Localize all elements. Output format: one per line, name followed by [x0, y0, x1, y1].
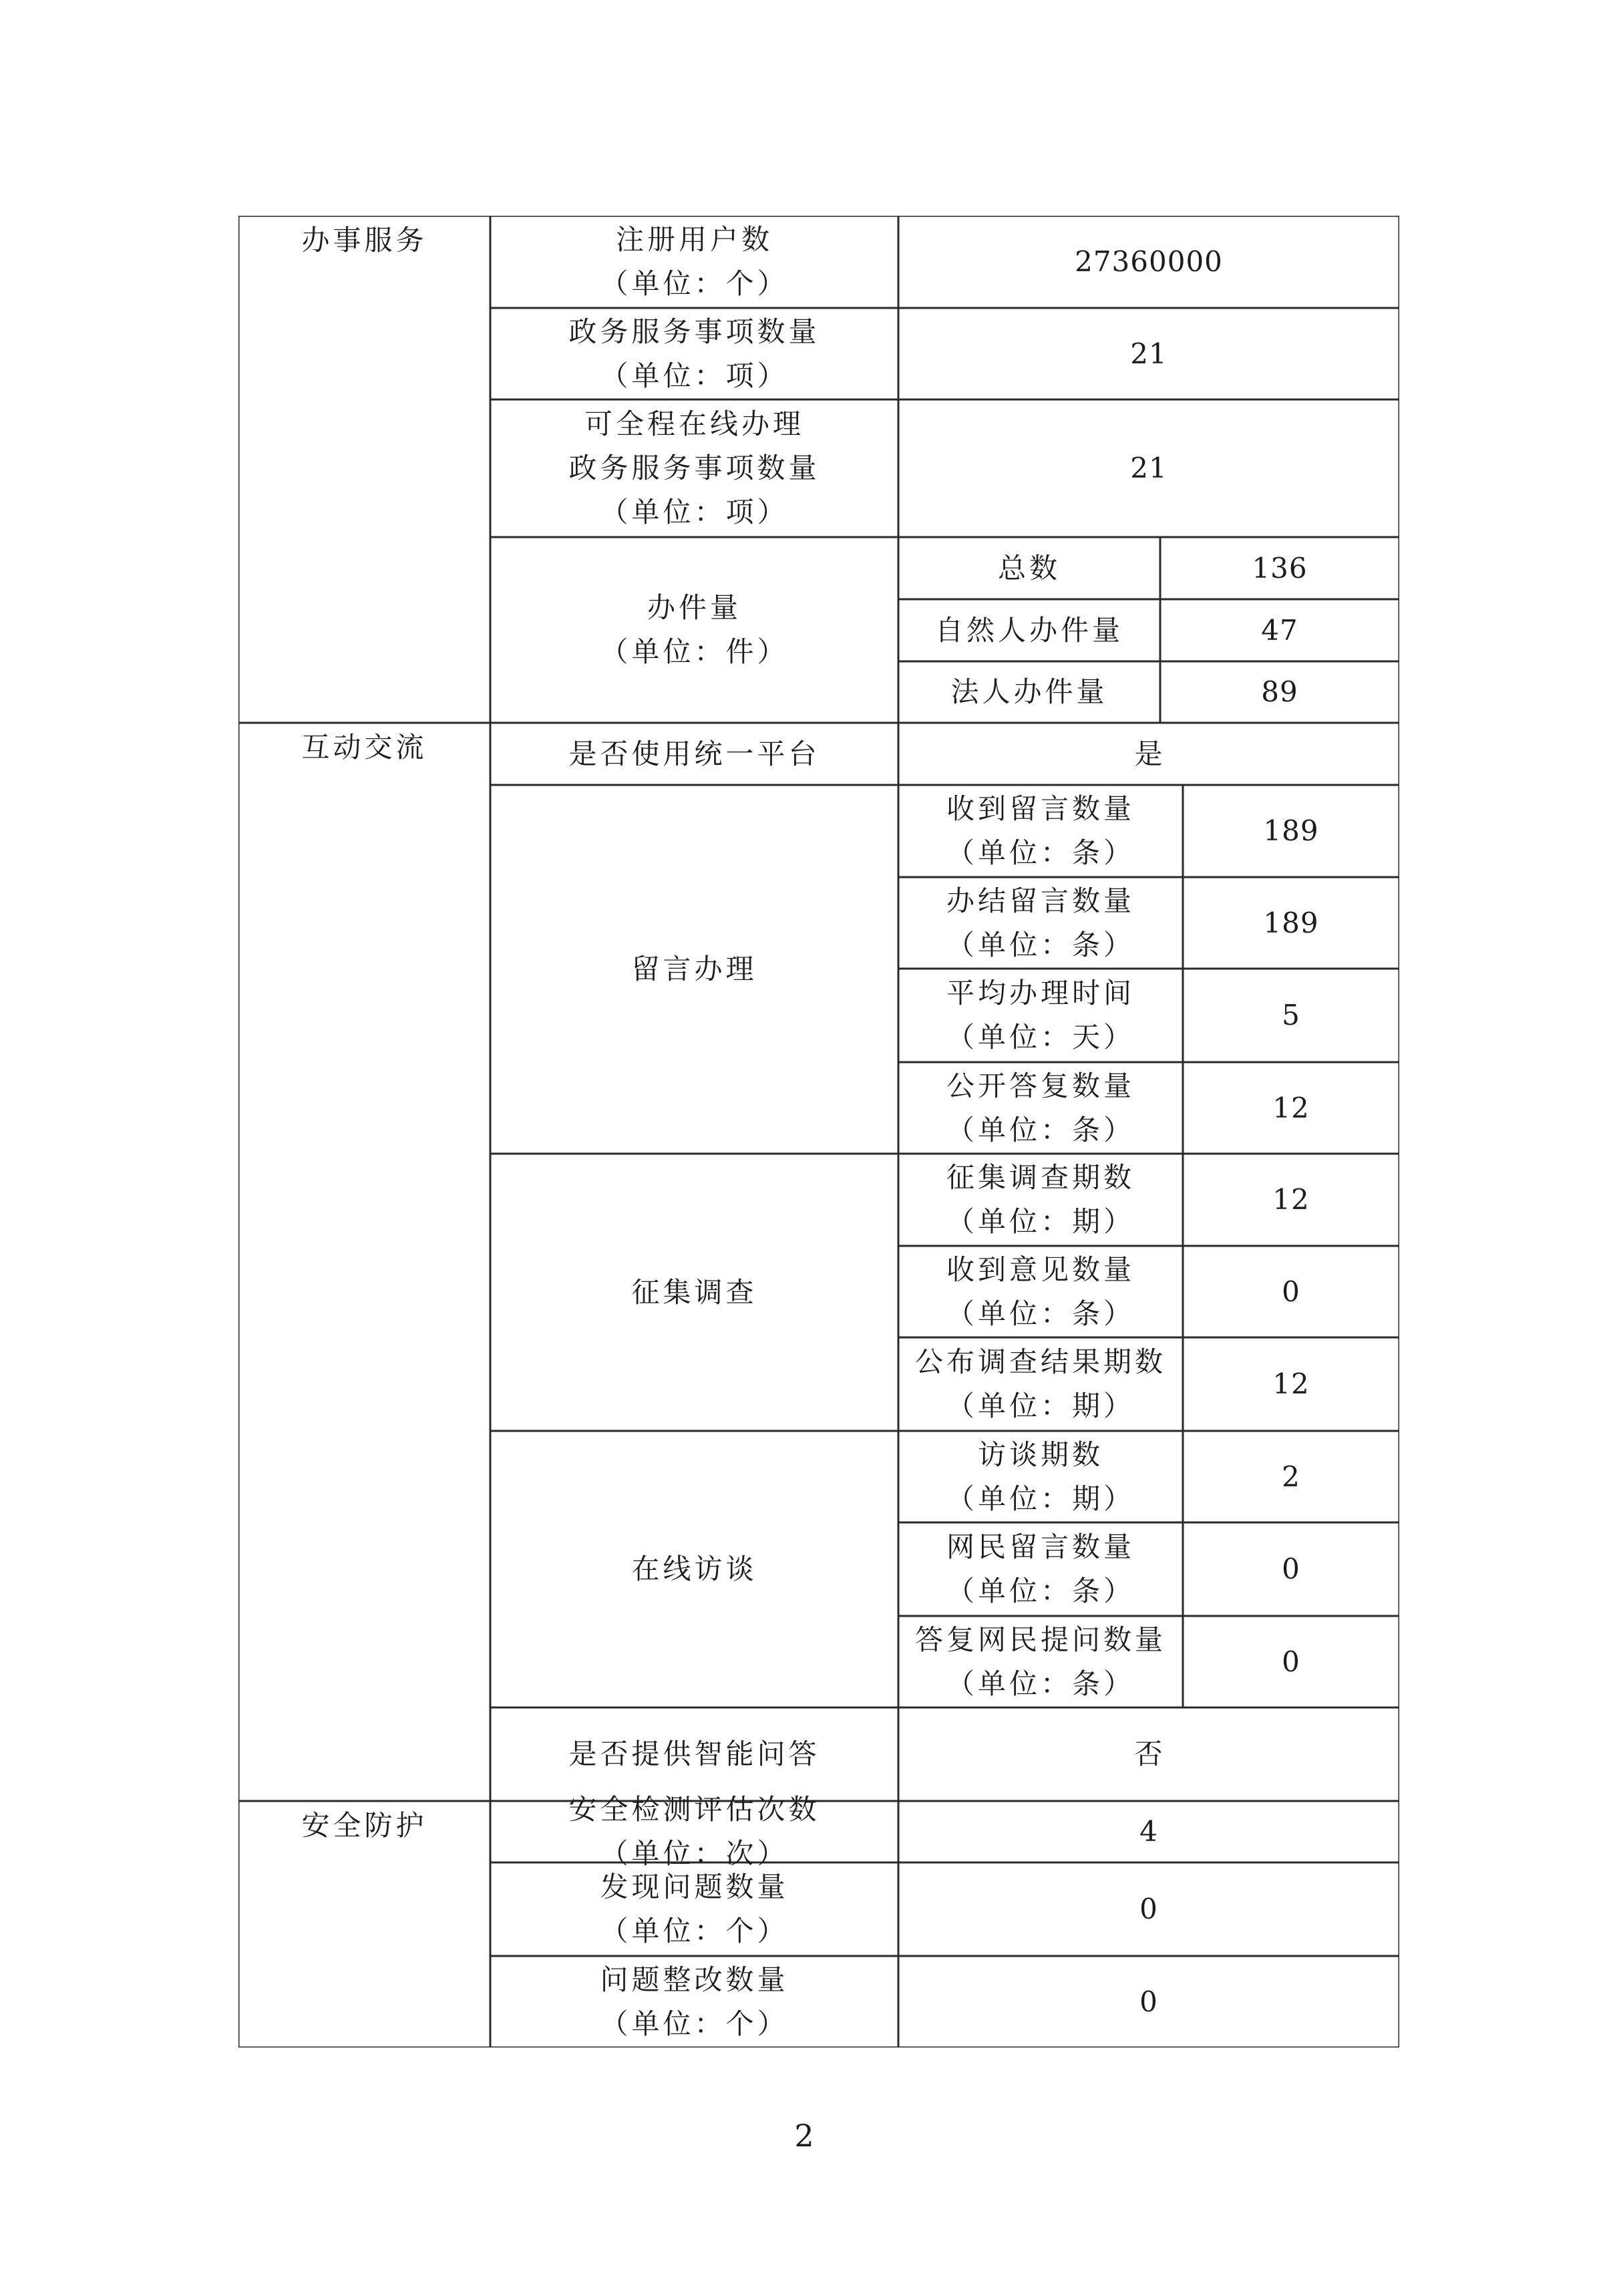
sub-item-label-line: 征集调查期数 [946, 1161, 1135, 1194]
sub-item-value-text: 0 [1282, 1275, 1300, 1308]
item-value-text: 否 [1134, 1738, 1164, 1770]
sub-item-label-line: （单位：条） [946, 928, 1135, 961]
sub-item-value [1160, 599, 1399, 661]
sub-item-label-line: （单位：条） [946, 1575, 1135, 1607]
sub-item-value [1160, 537, 1399, 599]
sub-item-value-text: 189 [1263, 906, 1319, 939]
item-label [490, 1793, 898, 1870]
sub-item-label [898, 1062, 1183, 1154]
sub-item-label [898, 661, 1160, 723]
sub-item-label [898, 1154, 1183, 1246]
item-label [490, 1707, 898, 1801]
item-label-line: 政务服务事项数量 [568, 315, 820, 348]
item-value [898, 1956, 1399, 2047]
sub-item-label [898, 969, 1183, 1062]
sub-item-value [1183, 1616, 1399, 1707]
item-label [490, 1956, 898, 2047]
sub-item-label-line: 总数 [997, 551, 1061, 585]
item-label-line: （单位：项） [600, 359, 789, 392]
item-label-line: （单位：个） [600, 267, 789, 300]
item-value-text: 4 [1139, 1815, 1158, 1848]
item-label-line: 是否提供智能问答 [568, 1738, 820, 1770]
sub-item-value-text: 2 [1282, 1460, 1300, 1493]
item-label [490, 1154, 898, 1431]
item-label [490, 785, 898, 1154]
sub-item-value-text: 12 [1272, 1091, 1310, 1124]
sub-item-value-text: 136 [1252, 551, 1308, 585]
page-number: 2 [794, 2118, 814, 2154]
sub-item-label [898, 877, 1183, 969]
item-value [898, 723, 1399, 785]
item-label-line: 安全检测评估次数 [568, 1793, 820, 1826]
sub-item-label [898, 1246, 1183, 1337]
sub-item-label-line: 办结留言数量 [946, 884, 1135, 917]
category-label-text: 互动交流 [301, 731, 427, 764]
sub-item-label-line: （单位：条） [946, 1667, 1135, 1700]
sub-item-label [898, 599, 1160, 661]
sub-item-value-text: 12 [1272, 1183, 1310, 1216]
sub-item-value-text: 0 [1282, 1645, 1300, 1678]
item-label-line: 是否使用统一平台 [568, 737, 820, 770]
sub-item-label-line: 平均办理时间 [946, 977, 1135, 1009]
sub-item-value [1183, 1154, 1399, 1246]
item-value-text: 0 [1139, 1893, 1158, 1925]
statistics-table [238, 216, 1399, 2047]
item-value-text: 0 [1139, 1985, 1158, 2018]
sub-item-label-line: 自然人办件量 [934, 613, 1123, 647]
item-value [898, 216, 1399, 308]
item-value [898, 399, 1399, 537]
item-value [898, 1862, 1399, 1956]
item-label [490, 1431, 898, 1707]
sub-item-label-line: 网民留言数量 [946, 1530, 1135, 1563]
item-label-line: 留言办理 [631, 953, 757, 985]
sub-item-value [1183, 1062, 1399, 1154]
category-label-text: 安全防护 [301, 1809, 427, 1842]
item-label-line: （单位：个） [600, 2007, 789, 2040]
item-value [898, 1801, 1399, 1862]
sub-item-label-line: （单位：期） [946, 1482, 1135, 1515]
item-label [490, 399, 898, 537]
sub-item-value-text: 0 [1282, 1552, 1300, 1585]
item-value-text: 21 [1130, 452, 1168, 484]
item-label-line: （单位：个） [600, 1915, 789, 1947]
item-value [898, 1707, 1399, 1801]
sub-item-value [1160, 661, 1399, 723]
sub-item-label [898, 785, 1183, 877]
sub-item-value-text: 189 [1263, 814, 1319, 847]
sub-item-value [1183, 1246, 1399, 1337]
sub-item-label [898, 1616, 1183, 1707]
item-label [490, 308, 898, 399]
sub-item-label-line: （单位：条） [946, 1113, 1135, 1146]
sub-item-value [1183, 1522, 1399, 1616]
item-label-line: 征集调查 [631, 1275, 757, 1309]
item-label-line: 问题整改数量 [600, 1963, 789, 1996]
sub-item-label [898, 1522, 1183, 1616]
sub-item-value [1183, 969, 1399, 1062]
item-label-line: （单位：件） [600, 635, 789, 668]
sub-item-value-text: 5 [1282, 999, 1300, 1031]
item-label-line: 注册用户数 [615, 223, 773, 256]
item-label-line: （单位：次） [600, 1837, 789, 1870]
category-label-text: 办事服务 [301, 224, 427, 257]
sub-item-label-line: 公布调查结果期数 [914, 1345, 1166, 1378]
item-label [490, 537, 898, 723]
sub-item-label-line: （单位：条） [946, 1297, 1135, 1330]
sub-item-label-line: 法人办件量 [950, 675, 1108, 708]
sub-item-value [1183, 877, 1399, 969]
sub-item-label-line: 收到意见数量 [946, 1253, 1135, 1286]
sub-item-label-line: （单位：天） [946, 1021, 1135, 1053]
sub-item-label [898, 1431, 1183, 1522]
sub-item-value-text: 12 [1272, 1367, 1310, 1400]
item-value [898, 308, 1399, 399]
sub-item-value [1183, 1431, 1399, 1522]
category-label [238, 216, 490, 723]
sub-item-label-line: 收到留言数量 [946, 792, 1135, 825]
category-label [238, 723, 490, 1801]
sub-item-label-line: 访谈期数 [977, 1438, 1103, 1471]
sub-item-value [1183, 1337, 1399, 1431]
sub-item-label-line: （单位：条） [946, 836, 1135, 869]
category-label [238, 1801, 490, 2047]
sub-item-value-text: 89 [1261, 675, 1298, 708]
item-label-line: 可全程在线办理 [584, 407, 804, 440]
item-label [490, 216, 898, 308]
sub-item-value-text: 47 [1261, 613, 1298, 647]
item-label [490, 1862, 898, 1956]
item-label-line: 在线访谈 [631, 1552, 757, 1585]
item-label [490, 723, 898, 785]
sub-item-value [1183, 785, 1399, 877]
item-label-line: 政务服务事项数量 [568, 452, 820, 484]
item-value-text: 21 [1130, 337, 1168, 370]
sub-item-label-line: 答复网民提问数量 [914, 1623, 1166, 1656]
item-value-text: 27360000 [1075, 245, 1223, 278]
sub-item-label [898, 537, 1160, 599]
sub-item-label-line: （单位：期） [946, 1205, 1135, 1238]
item-value-text: 是 [1134, 737, 1164, 770]
sub-item-label-line: 公开答复数量 [946, 1069, 1135, 1102]
item-label-line: 办件量 [647, 591, 741, 624]
item-label-line: 发现问题数量 [600, 1870, 789, 1903]
sub-item-label-line: （单位：期） [946, 1389, 1135, 1422]
sub-item-label [898, 1337, 1183, 1431]
item-label-line: （单位：项） [600, 496, 789, 528]
